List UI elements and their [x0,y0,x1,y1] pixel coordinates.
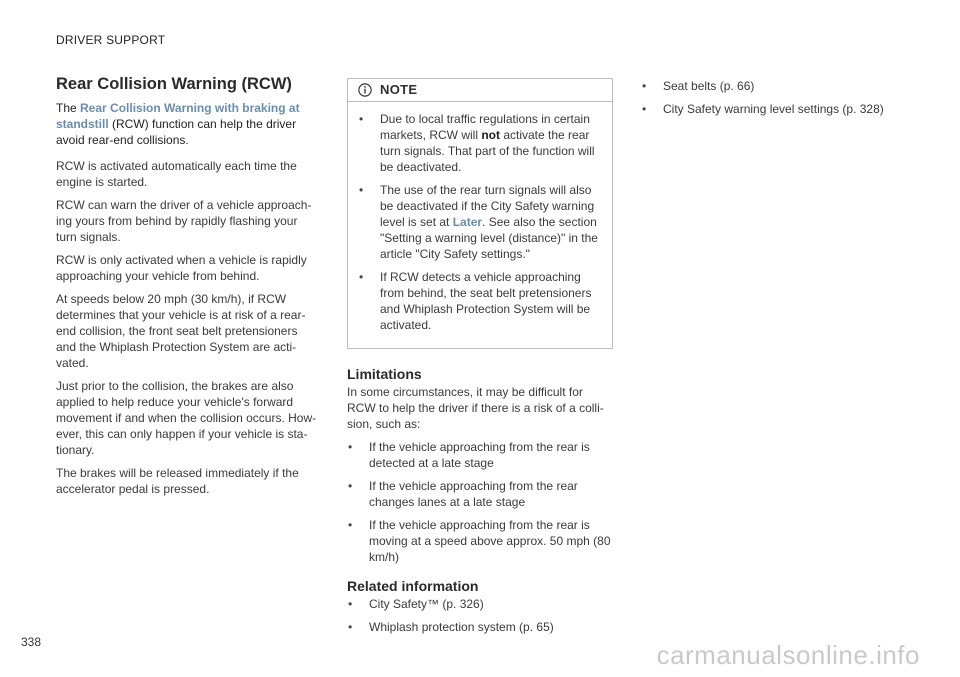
note-item [358,111,602,175]
lead-text-post: (RCW) function can help the driver avoid rear-end collisions. [56,117,297,147]
rcw-link[interactable]: Rear Collision Warning with braking at standstill [56,101,300,131]
note-list [358,111,602,333]
info-icon [358,83,372,97]
related-heading: Related information [347,578,479,594]
limitation-item: • If the vehicle approaching from the rear is moving at a speed above approx. 50 mph (80 km/h) [347,517,613,565]
right-column [641,78,911,124]
note-item-text: The use of the rear turn signals will also be deactivated if the City Safety warning level is set at [380,183,595,229]
limitation-item: • If the vehicle approaching from the rear changes lanes at a late stage [347,478,613,510]
limitation-item: • If the vehicle approaching from the rear is detected at a late stage [347,439,613,471]
related-link-seat-belts[interactable]: • Seat belts (p. 66) [641,78,911,94]
note-title: NOTE [380,82,418,97]
body-paragraph: RCW is only activated when a vehicle is rapidly approaching your vehicle from behind. [56,253,307,283]
note-item-text: . See also the section "Setting a warning level (distance)" in the article "City Safety settings." [380,215,598,261]
body-paragraph: RCW can warn the driver of a vehicle approach-ing yours from behind by rapidly flashing your turn signals. [56,198,312,244]
note-item [358,182,602,262]
note-item: • If RCW detects a vehicle approaching from behind, the seat belt pretensioners and Whiplash Protection System will be activated. [358,269,602,333]
limitations-intro: In some circumstances, it may be difficult for RCW to help the driver if there is a risk of a colli-sion, such as: [347,385,604,431]
middle-column [347,78,613,642]
body-paragraph: At speeds below 20 mph (30 km/h), if RCW determines that your vehicle is at risk of a rear-end collision, the front seat belt pretensioners and the Whiplash Protection System are acti-vated. [56,292,306,370]
related-link-city-safety[interactable]: • City Safety™ (p. 326) [347,596,613,612]
related-link-whiplash[interactable]: • Whiplash protection system (p. 65) [347,619,613,635]
note-item-text: Due to local traffic regulations in certain markets, RCW will [380,112,590,142]
page-title: Rear Collision Warning (RCW) [56,75,292,93]
related-link-warning-level[interactable]: • City Safety warning level settings (p. 328) [641,101,911,117]
limitations-list [347,439,613,565]
main-article [56,74,318,504]
note-item-text: activate the rear turn signals. That part of the function will be deactivated. [380,128,595,174]
lead-text-pre: The [56,101,81,115]
related-list [347,596,613,635]
later-link[interactable]: Later [452,215,483,229]
related-list-continued [641,78,911,117]
note-box [347,78,613,349]
body-paragraph: Just prior to the collision, the brakes are also applied to help reduce your vehicle's forward movement if and when the collision occurs. How-ever, this can only happen if your vehicle is sta-tionary. [56,379,317,457]
note-header [348,82,612,102]
watermark-text: carmanualsonline.info [656,640,920,670]
body-paragraph: RCW is activated automatically each time the engine is started. [56,159,297,189]
lead-paragraph [56,100,318,148]
page-number: 338 [21,635,42,649]
limitations-heading: Limitations [347,366,422,382]
note-item-bold: not [481,128,500,142]
section-header: DRIVER SUPPORT [56,33,166,47]
body-paragraph: The brakes will be released immediately if the accelerator pedal is pressed. [56,466,299,496]
